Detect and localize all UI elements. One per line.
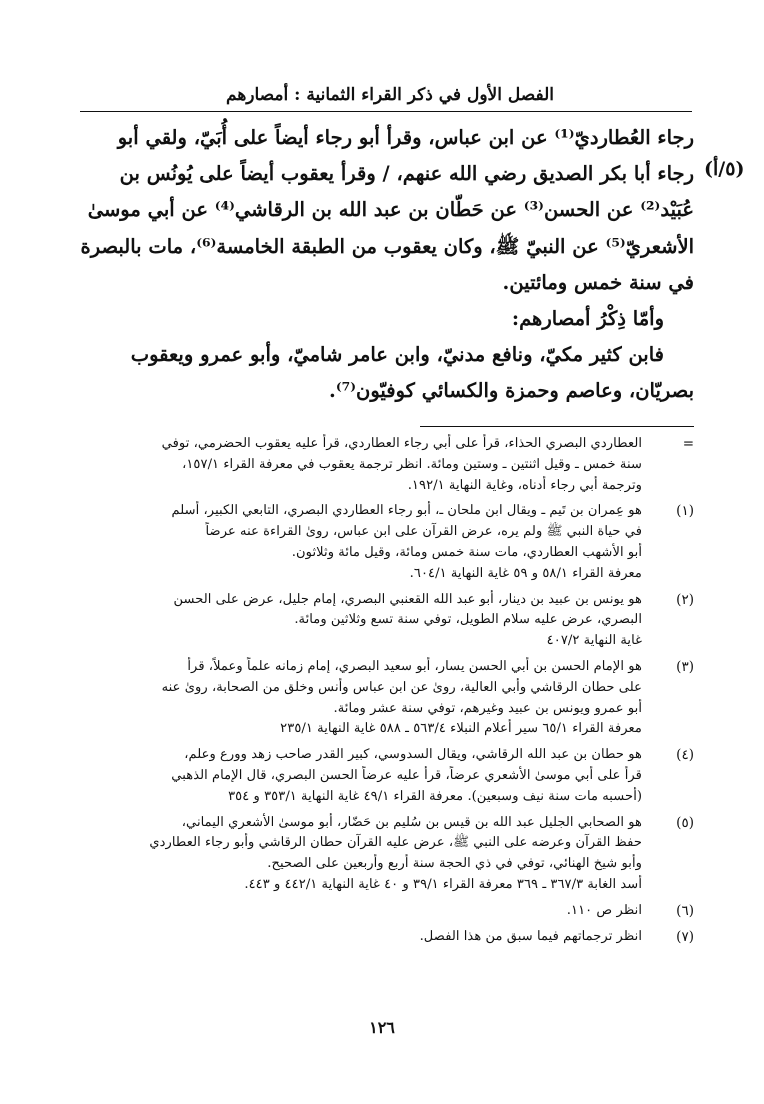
footnote-line: هو الإمام الحسن بن أبي الحسن يسار، أبو سعيد البصري، إمام زمانه علماً وعملاً، قرأ [187,658,642,674]
footnotes [80,434,694,952]
footnote-number: (١) [676,503,694,520]
footnote-separator [420,426,694,427]
footnote-reference: معرفة القراء ٥٨/١ و ٥٩ غاية النهاية ٦٠٤/١. [409,565,642,581]
footnote-line: في حياة النبي ﷺ ولم يره، عرض القرآن على ابن عباس، روىٰ القراءة عنه عرضاً [205,524,642,540]
main-line: رجاء العُطارديّ⁽¹⁾ عن ابن عباس، وقرأ أبو رجاء أيضاً على أُبَيّ، ولقي أبو [117,126,694,149]
footnote-reference: غاية النهاية ٤٠٧/٢ [546,633,642,649]
footnote-reference: أسد الغابة ٣٦٧/٣ ـ ٣٦٩ معرفة القراء ٣٩/١ و ٤٠ غاية النهاية ٤٤٢/١ و ٤٤٣. [244,876,642,892]
footnote-line: حفظ القرآن وعرضه على النبي ﷺ، عرض عليه القرآن حطان الرقاشي وأبو رجاء العطاردي [149,835,642,851]
footnote-line: انظر ترجماتهم فيما سبق من هذا الفصل. [419,928,642,944]
main-line: فابن كثير مكيّ، ونافع مدنيّ، وابن عامر شاميّ، وأبو عمرو ويعقوب [130,343,664,367]
footnote-number: (٦) [676,902,694,919]
footnote-7 [80,927,694,948]
main-line: عُبَيْد⁽²⁾ عن الحسن⁽³⁾ عن حَطّان بن عبد الله بن الرقاشي⁽⁴⁾ عن أبي موسىٰ [87,198,694,222]
footnote-1 [80,501,694,584]
footnote-line: وأبو شيخ الهنائي، توفي في ذي الحجة سنة أربع وأربعين على الصحيح. [267,856,642,872]
section-heading: وأمّا ذِكْرُ أمصارهم: [511,307,664,331]
footnote-5 [80,813,694,896]
footnote-number: (٣) [676,658,694,675]
footnote-line: انظر ص ١١٠. [566,902,642,918]
main-line: رجاء أبا بكر الصديق رضي الله عنهم، / وقرأ يعقوب أيضاً على يُونُس بن [119,162,694,186]
footnote-line: (أحسبه مات سنة نيف وسبعين). معرفة القراء ٤٩/١ غاية النهاية ٣٥٣/١ و ٣٥٤ [228,788,642,804]
footnote-line: أبو الأشهب العطاردي، مات سنة خمس ومائة، وقيل مائة وثلاثون. [291,544,642,560]
manuscript-folio-marker: (٥/أ) [704,158,745,180]
footnote-line: هو عِمران بن تَيم ـ ويقال ابن ملحان ـ، أبو رجاء العطاردي البصري، التابعي الكبير، أسلم [171,503,642,519]
footnote-line: هو يونس بن عبيد بن دينار، أبو عبد الله القعنبي البصري، إمام جليل، عرض على الحسن [173,591,642,607]
main-line: بصريّان، وعاصم وحمزة والكسائي كوفيّون⁽⁷⁾. [329,379,694,403]
footnote-line: على حطان الرقاشي وأبي العالية، روىٰ عن ابن عباس وأنس وخلق من الصحابة، روىٰ عنه [161,679,642,695]
header-rule [80,111,692,112]
footnote-line: هو الصحابي الجليل عبد الله بن قيس بن سُليم بن حَضّار، أبو موسىٰ الأشعري اليماني، [181,814,642,830]
footnote-line: أبو عمرو ويونس بن عبيد وغيرهم، توفي سنة عشر ومائة. [333,700,642,716]
main-line: في سنة خمس ومائتين. [502,270,694,294]
main-text [80,120,694,410]
footnote-number: = [682,436,694,452]
page-number: ١٢٦ [369,1018,395,1037]
footnote-line: البصري، عرض عليه سلام الطويل، توفي سنة تسع وثلاثين ومائة. [294,612,642,628]
main-line: الأشعريّ⁽⁵⁾ عن النبيّ ﷺ، وكان يعقوب من الطبقة الخامسة⁽⁶⁾، مات بالبصرة [80,234,694,258]
footnote-3 [80,657,694,740]
footnote-line: العطاردي البصري الحذاء، قرأ على أبي رجاء العطاردي، قرأ عليه يعقوب الحضرمي، توفي [161,436,642,451]
footnote-4 [80,745,694,807]
footnote-line: هو حطان بن عبد الله الرقاشي، ويقال السدوسي، كبير القدر صاحب زهد وورع وعلم، [184,747,642,763]
footnote-2 [80,590,694,652]
footnote-number: (٧) [676,928,694,945]
footnote-line: سنة خمس ـ وقيل اثنتين ـ وستين ومائة. انظر ترجمة يعقوب في معرفة القراء ١٥٧/١، [182,456,642,472]
footnote-line: وترجمة أبي رجاء أدناه، وغاية النهاية ١٩٢/١. [407,477,642,493]
running-title: الفصل الأول في ذكر القراء الثمانية : أمصارهم [226,85,554,105]
footnote-number: (٢) [676,591,694,608]
footnote-number: (٤) [676,747,694,764]
footnote-continuation [80,434,694,496]
footnote-number: (٥) [676,814,694,831]
footnote-reference: معرفة القراء ٦٥/١ سير أعلام النبلاء ٥٦٣/٤ ـ ٥٨٨ غاية النهاية ٢٣٥/١ [280,721,642,737]
footnote-line: قرأ على أبي موسىٰ الأشعري عرضاً، قرأ عليه عرضاً الحسن البصري، قال الإمام الذهبي [171,767,642,783]
footnote-6 [80,901,694,922]
